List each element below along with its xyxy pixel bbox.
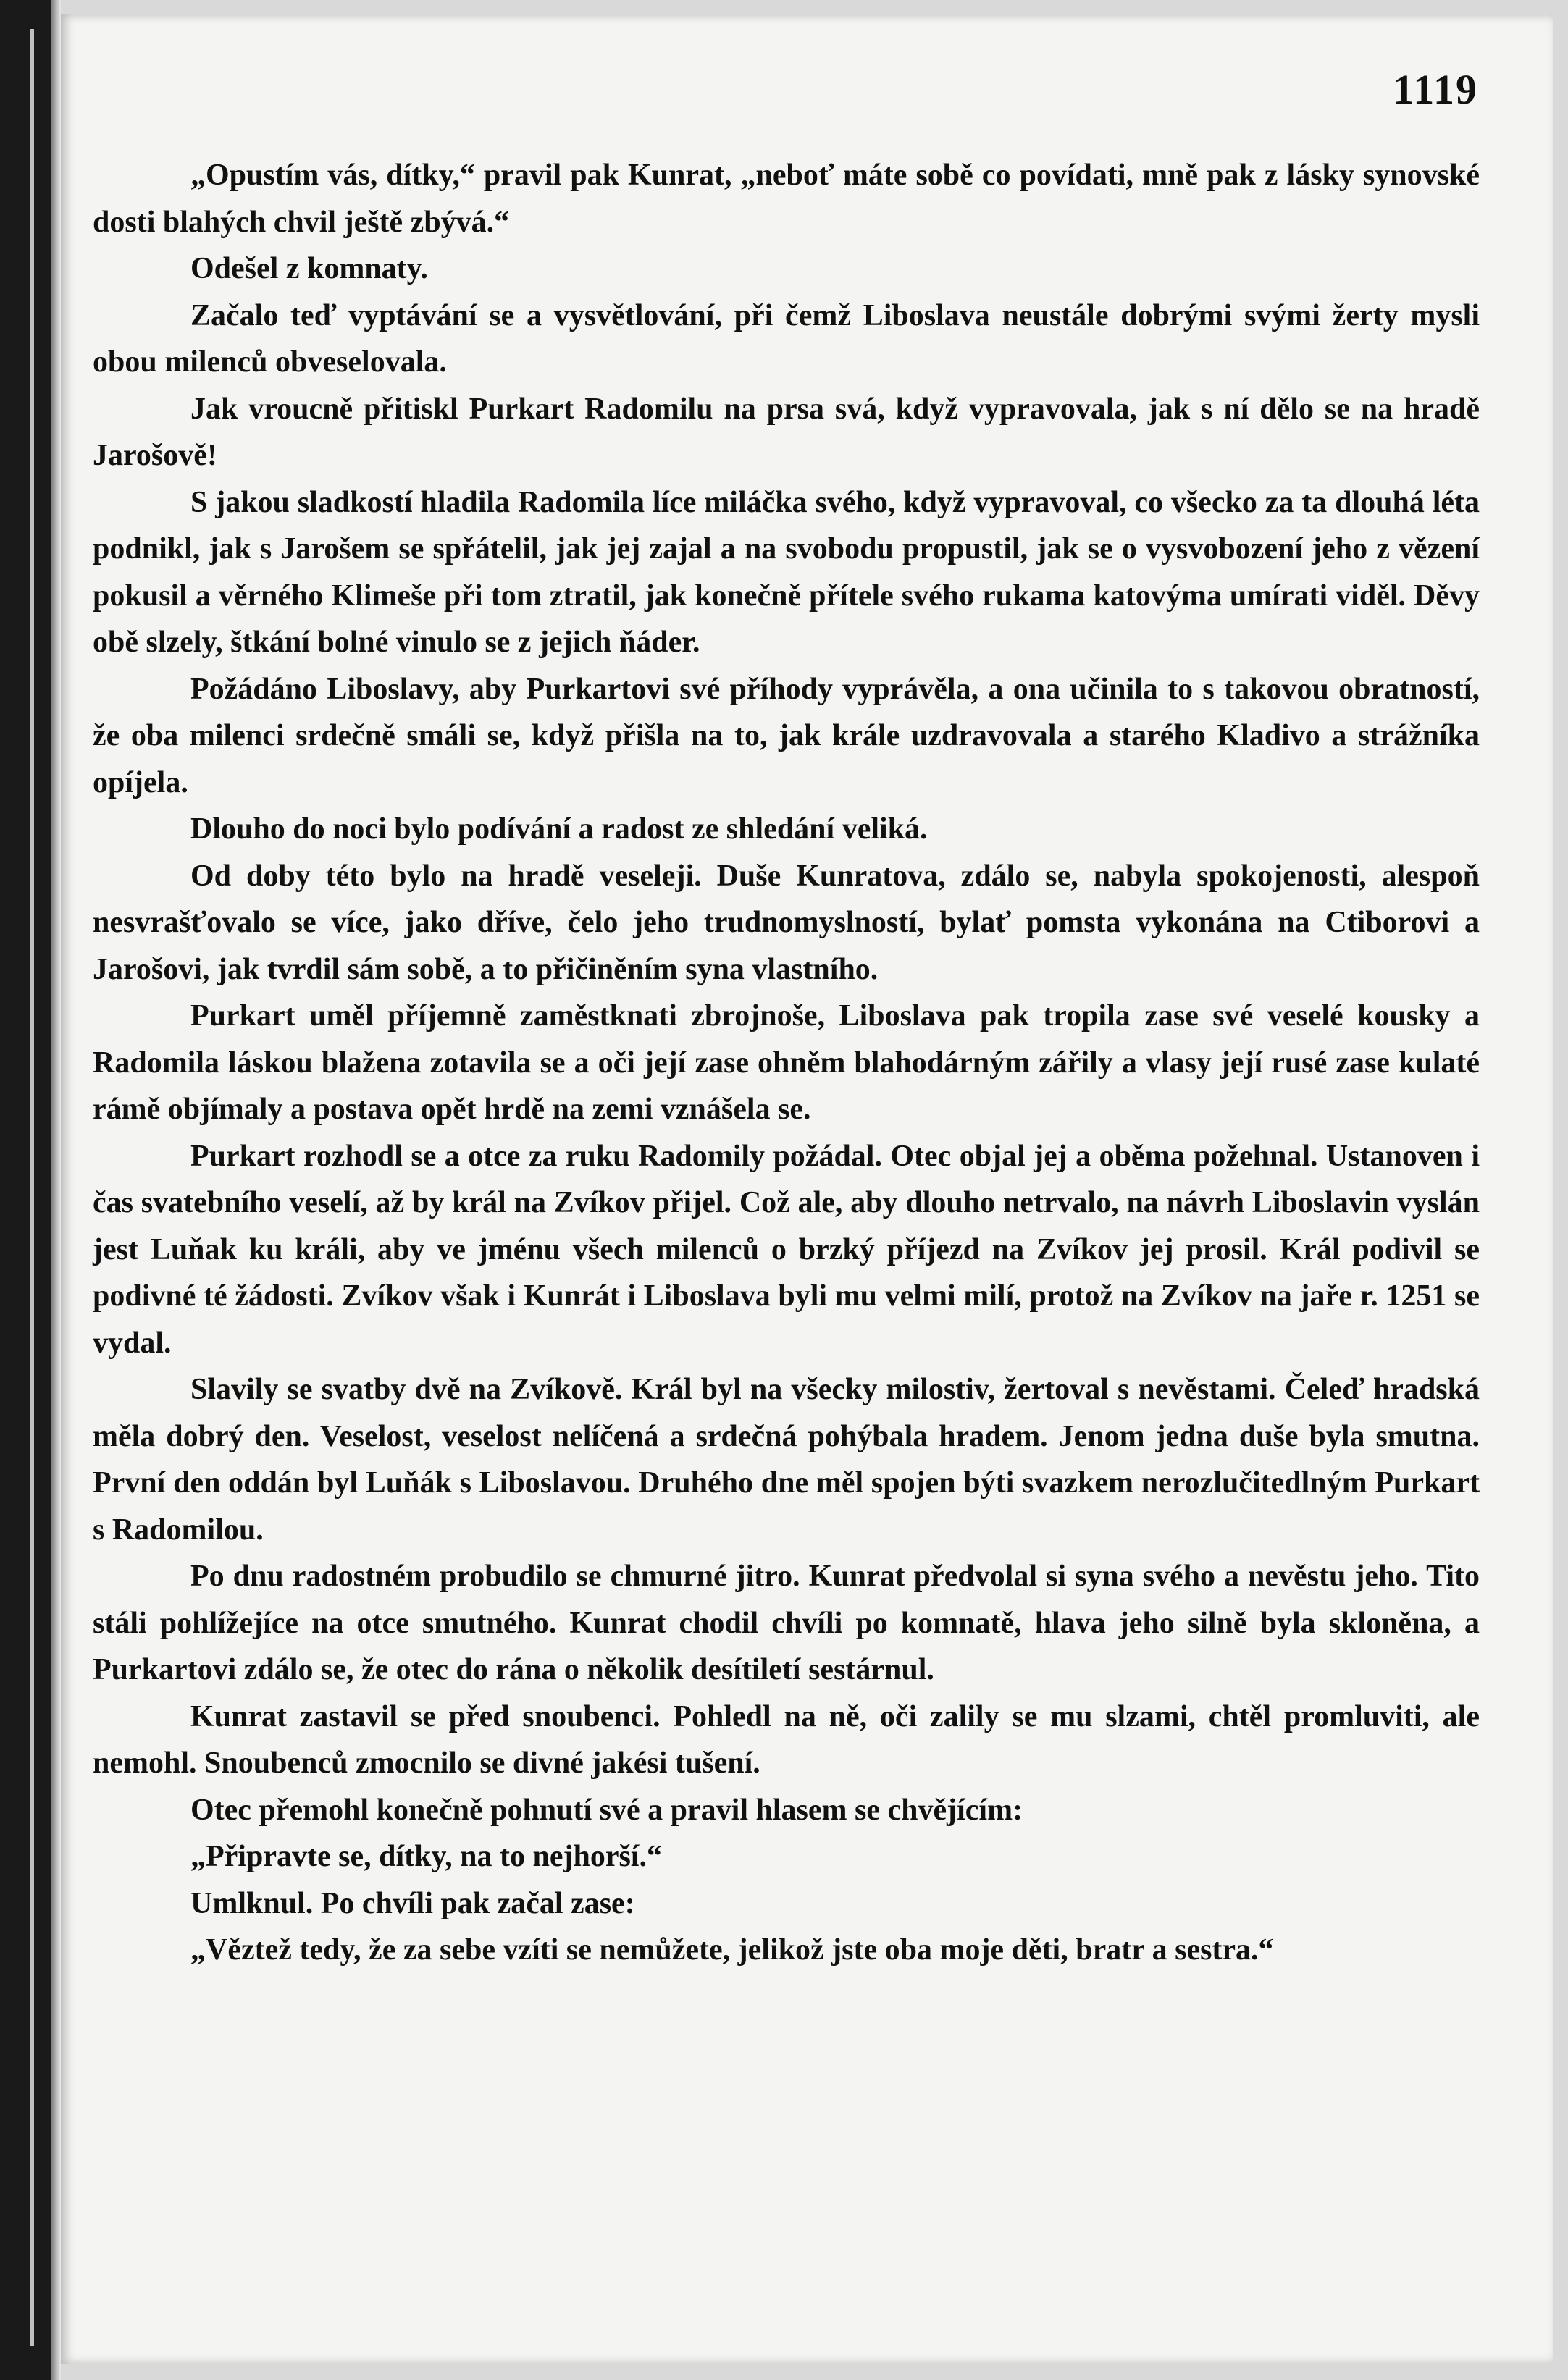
paragraph: Odešel z komnaty. [190,252,428,285]
scan-left-edge [0,0,51,2380]
book-page [61,14,1553,2364]
page-text [93,152,1480,1974]
paragraph: Purkart rozhodl se a otce za ruku Radomily požádal. Otec objal jej a oběma požehnal. Ustanoven i čas svatebního veselí, až by král na Zvíkov přijel. Což ale, aby dlouho netrvalo, na návrh Liboslavin vyslán jest Luňak ku králi, aby ve jménu všech milenců o brzký příjezd na Zvíkov jej prosil. Král podivil se podivné té žádosti. Zvíkov však i Kunrát i Liboslava byli mu velmi milí, protož na Zvíkov na jaře r. 1251 se vydal. [93,1139,1480,1360]
paragraph: Slavily se svatby dvě na Zvíkově. Král byl na všecky milostiv, žertoval s nevěstami. Čeleď hradská měla dobrý den. Veselost, veselost nelíčená a srdečná pohýbala hradem. Jenom jedna duše byla smutna. První den oddán byl Luňák s Liboslavou. Druhého dne měl spojen býti svazkem nerozlučitedlným Purkart s Radomilou. [93,1373,1480,1547]
scan-gutter-shadow [51,0,61,2380]
paragraph: Po dnu radostném probudilo se chmurné jitro. Kunrat předvolal si syna svého a nevěstu jeho. Tito stáli pohlížejíce na otce smutného. Kunrat chodil chvíli po komnatě, hlava jeho silně byla skloněna, a Purkartovi zdálo se, že otec do rána o několik desítiletí sestárnul. [93,1560,1480,1686]
paragraph: Otec přemohl konečně pohnutí své a pravil hlasem se chvějícím: [190,1793,1023,1827]
paragraph: Dlouho do noci bylo podívání a radost ze shledání veliká. [190,812,928,846]
paragraph: „Opustím vás, dítky,“ pravil pak Kunrat, „neboť máte sobě co povídati, mně pak z lásky synovské dosti blahých chvil ještě zbývá.“ [93,159,1480,239]
paragraph: Od doby této bylo na hradě veseleji. Duše Kunratova, zdálo se, nabyla spokojenosti, alespoň nesvrašťovalo se více, jako dříve, čelo jeho trudnomyslností, bylať pomsta vykonána na Ctiborovi a Jarošovi, jak tvrdil sám sobě, a to přičiněním syna vlastního. [93,859,1480,986]
paragraph: Začalo teď vyptávání se a vysvětlování, při čemž Liboslava neustále dobrými svými žerty mysli obou milenců obveselovala. [93,298,1480,379]
paragraph: Umlknul. Po chvíli pak začal zase: [190,1886,635,1920]
paragraph: Kunrat zastavil se před snoubenci. Pohledl na ně, oči zalily se mu slzami, chtěl promluviti, ale nemohl. Snoubenců zmocnilo se divné jakési tušení. [93,1699,1480,1780]
paragraph: S jakou sladkostí hladila Radomila líce miláčka svého, když vypravoval, co všecko za ta dlouhá léta podnikl, jak s Jarošem se spřátelil, jak jej zajal a na svobodu propustil, jak se o vysvobození jeho z vězení pokusil a věrného Klimeše při tom ztratil, jak konečně přítele svého rukama katovýma umírati viděl. Děvy obě slzely, štkání bolné vinulo se z jejich ňáder. [93,485,1480,659]
paragraph: Jak vroucně přitiskl Purkart Radomilu na prsa svá, když vypravovala, jak s ní dělo se na hradě Jarošově! [93,392,1480,472]
paragraph: Požádáno Liboslavy, aby Purkartovi své příhody vyprávěla, a ona učinila to s takovou obratností, že oba milenci srdečně smáli se, když přišla na to, jak krále uzdravovala a starého Kladivo a strážníka opíjela. [93,672,1480,799]
paragraph: „Věztež tedy, že za sebe vzíti se nemůžete, jelikož jste oba moje děti, bratr a sestra.“ [190,1933,1274,1967]
page-number: 1119 [1393,66,1478,113]
scan-binding-line [30,29,34,2346]
paragraph: Purkart uměl příjemně zaměstknati zbrojnoše, Liboslava pak tropila zase své veselé kousky a Radomila láskou blažena zotavila se a oči její zase ohněm blahodárným zářily a vlasy její rusé zase kulaté rámě objímaly a postava opět hrdě na zemi vznášela se. [93,999,1480,1126]
paragraph: „Připravte se, dítky, na to nejhorší.“ [190,1840,662,1873]
